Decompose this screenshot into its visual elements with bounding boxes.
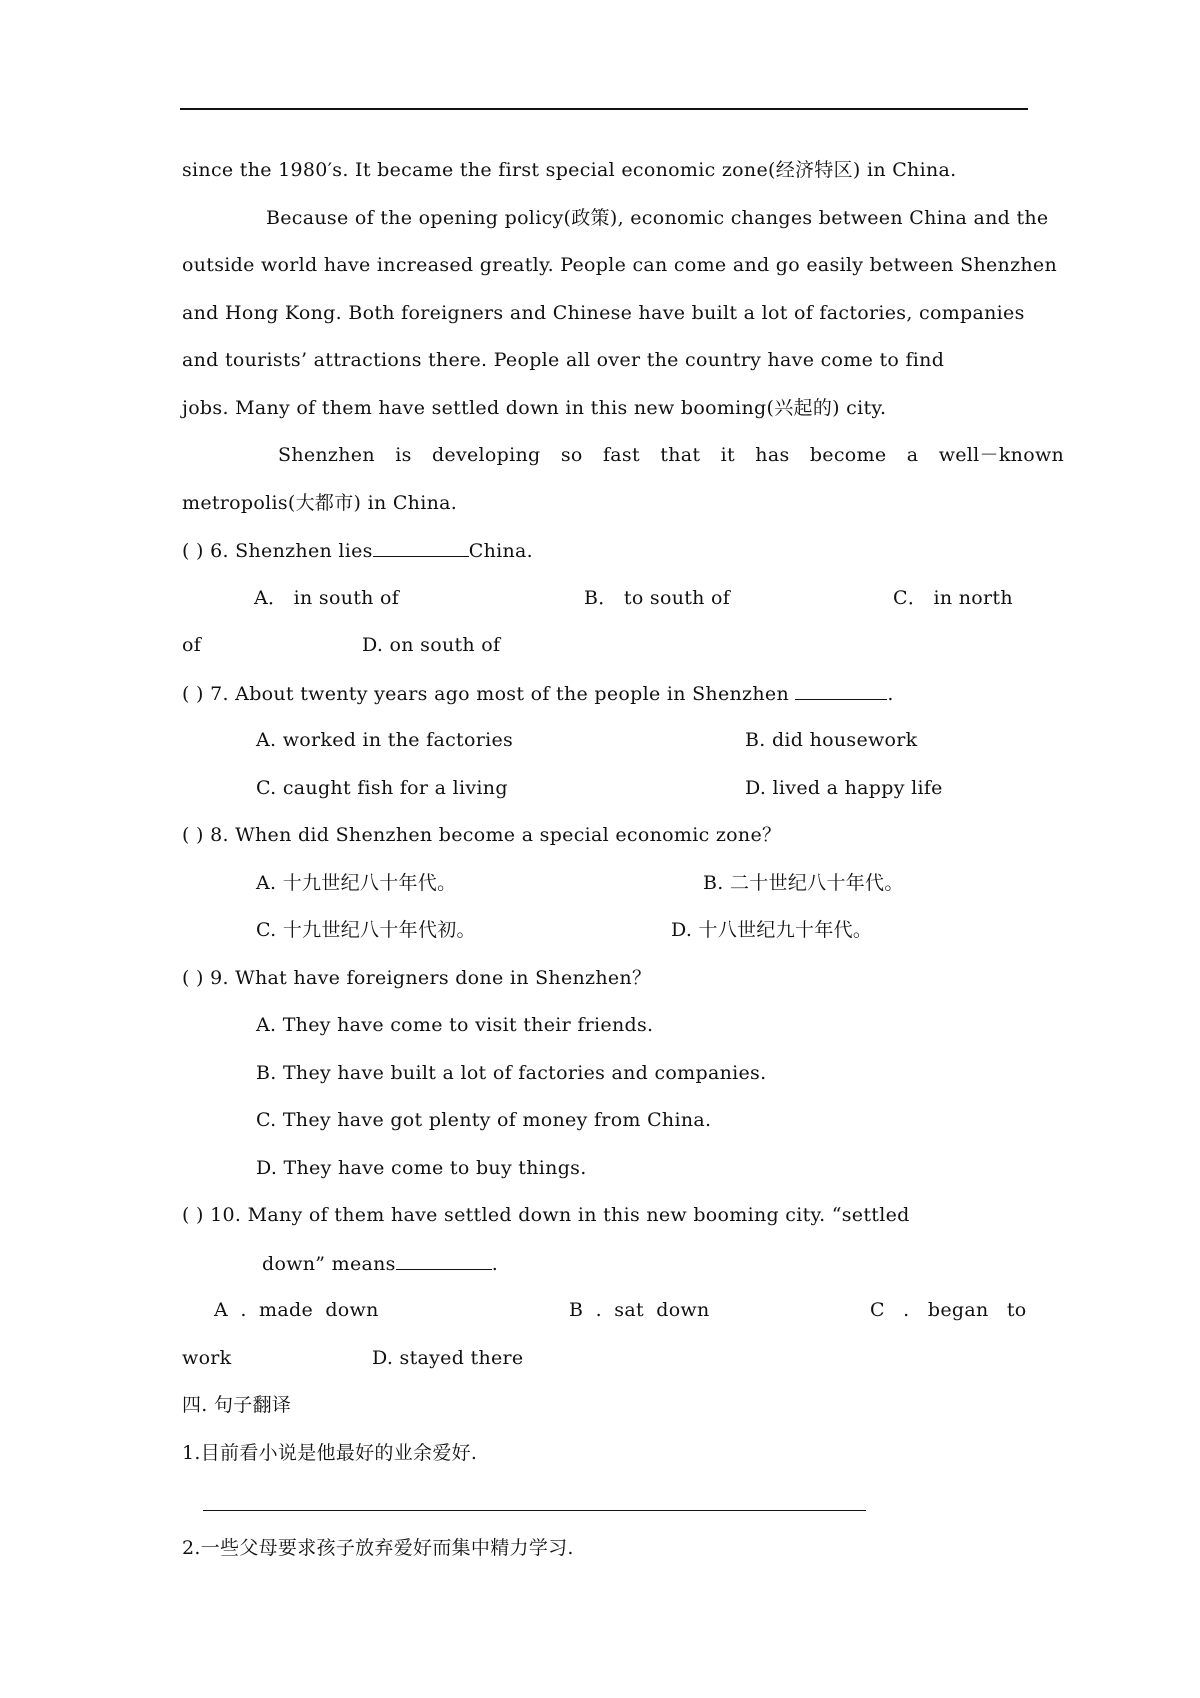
option-c: C. caught fish for a living [256, 777, 508, 799]
option-d: D. stayed there [372, 1347, 524, 1369]
question-10 [182, 1203, 910, 1227]
option-c: C . began to [870, 1299, 1027, 1321]
answer-blank [396, 1251, 492, 1270]
question-stem-end: . [887, 683, 894, 705]
option-a: A． in south of [254, 587, 400, 609]
answer-paren: ( ) [182, 540, 204, 562]
option-c: C. 十九世纪八十年代初。 [256, 919, 476, 941]
question-6 [182, 538, 533, 563]
option-d: D. 十八世纪九十年代。 [671, 919, 873, 941]
answer-paren: ( ) [182, 683, 204, 705]
option-a: A. 十九世纪八十年代。 [256, 872, 457, 894]
question-9 [182, 966, 651, 990]
option-c: C. They have got plenty of money from China. [256, 1109, 712, 1131]
question-stem: 9. What have foreigners done in Shenzhen？ [210, 967, 652, 989]
passage-line: jobs. Many of them have settled down in this new booming(兴起的) city. [182, 397, 887, 419]
question-7 [182, 681, 894, 706]
question-stem: 6. Shenzhen lies [210, 540, 373, 562]
option-c-wrap: work [182, 1347, 232, 1369]
option-a: A . made down [214, 1299, 379, 1321]
option-b: B. They have built a lot of factories and companies. [256, 1062, 767, 1084]
translation-item-1: 1.目前看小说是他最好的业余爱好. [182, 1442, 478, 1464]
option-d: D. on south of [362, 634, 501, 656]
question-stem: down” means [262, 1253, 396, 1275]
passage-line: Shenzhen is developing so fast that it has become a well－known [278, 444, 1065, 466]
passage-line: and Hong Kong. Both foreigners and Chinese have built a lot of factories, companies [182, 302, 1025, 324]
answer-blank [373, 538, 469, 557]
question-stem: 7. About twenty years ago most of the people in Shenzhen [210, 683, 789, 705]
question-stem: 8. When did Shenzhen become a special economic zone？ [210, 824, 782, 846]
answer-blank [795, 681, 887, 700]
question-stem-end: China. [468, 540, 533, 562]
passage-line: and tourists’ attractions there. People all over the country have come to find [182, 349, 945, 371]
option-d: D. They have come to buy things. [256, 1157, 587, 1179]
answer-paren: ( ) [182, 824, 204, 846]
option-b: B . sat down [569, 1299, 710, 1321]
answer-paren: ( ) [182, 1204, 204, 1226]
option-a: A. worked in the factories [256, 729, 514, 751]
option-d: D. lived a happy life [745, 777, 943, 799]
passage-line: since the 1980′s. It became the first special economic zone(经济特区) in China. [182, 159, 957, 181]
option-a: A. They have come to visit their friends. [256, 1014, 654, 1036]
question-10-stem-cont [262, 1251, 498, 1276]
option-c-wrap: of [182, 634, 202, 656]
question-stem-end: . [491, 1253, 499, 1275]
header-rule [180, 108, 1028, 110]
question-stem: 10. Many of them have settled down in this new booming city. “settled [210, 1204, 910, 1226]
option-b: B. 二十世纪八十年代。 [703, 872, 904, 894]
answer-paren: ( ) [182, 967, 204, 989]
passage-line: outside world have increased greatly. People can come and go easily between Shenzhen [182, 254, 1058, 276]
option-b: B． to south of [584, 587, 731, 609]
translation-item-2: 2.一些父母要求孩子放弃爱好而集中精力学习. [182, 1537, 574, 1559]
passage-line: metropolis(大都市) in China. [182, 492, 458, 514]
option-c: C． in north [893, 587, 1013, 609]
answer-line [203, 1510, 866, 1511]
passage-line: Because of the opening policy(政策), economic changes between China and the [266, 207, 1049, 229]
question-8 [182, 823, 781, 847]
section-heading: 四. 句子翻译 [182, 1394, 292, 1416]
option-b: B. did housework [745, 729, 918, 751]
